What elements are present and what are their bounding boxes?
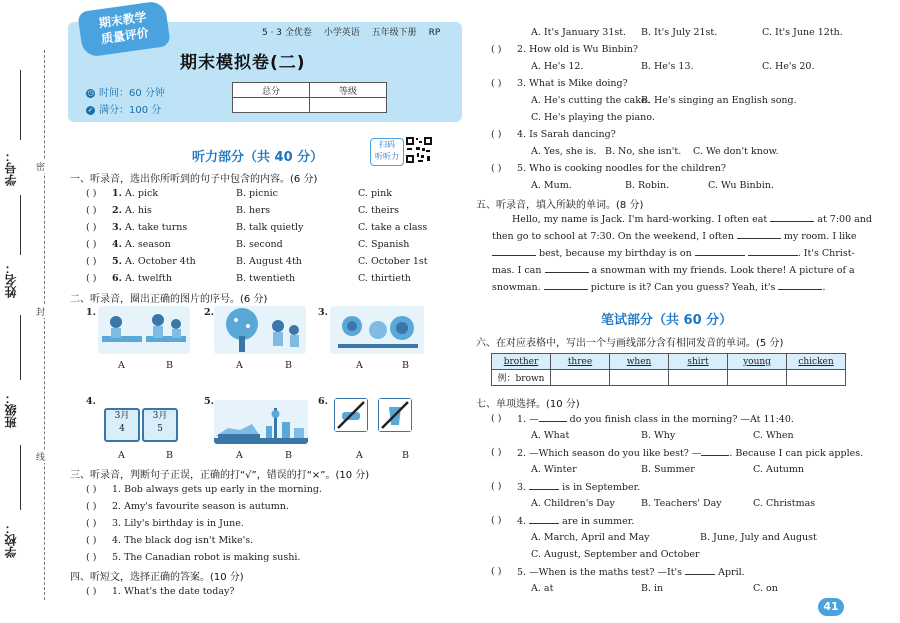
table-header: brother — [503, 356, 539, 367]
option-a[interactable]: A. It's January 31st. — [531, 27, 627, 38]
question: 2. How old is Wu Binbin? — [517, 44, 639, 55]
answer-blank[interactable]: ( ) — [86, 535, 97, 546]
grade-cell[interactable] — [310, 98, 387, 113]
calendar-month: 3月 — [152, 411, 168, 421]
score-table — [232, 82, 387, 113]
answer-blank[interactable]: ( ) — [491, 78, 502, 89]
answer-blank[interactable]: ( ) — [86, 501, 97, 512]
answer-blank[interactable]: ( ) — [491, 566, 502, 577]
option-b[interactable]: B. Summer — [641, 464, 695, 475]
answer-blank[interactable]: ( ) — [491, 447, 502, 458]
option-c[interactable]: C. Wu Binbin. — [708, 180, 774, 191]
phonics-table — [491, 353, 846, 386]
fill-blank[interactable] — [748, 247, 798, 256]
question — [517, 413, 794, 425]
answer-blank[interactable]: ( ) — [86, 518, 97, 529]
question-text: 5. —When is the maths test? —It's — [517, 567, 683, 578]
option-b[interactable]: B. He's singing an English song. — [641, 95, 797, 106]
option-b[interactable]: B. in — [641, 583, 664, 594]
answer-cell[interactable] — [610, 370, 669, 386]
exam-title: 期末模拟卷(二) — [180, 53, 306, 73]
series-info — [262, 25, 449, 38]
fill-blank[interactable] — [529, 515, 559, 524]
option-c[interactable]: C. Christmas — [753, 498, 816, 509]
question-text: 4. — [517, 516, 527, 527]
seal-line — [44, 50, 45, 600]
fill-blank[interactable] — [685, 566, 715, 575]
option-b[interactable]: B. twentieth — [236, 273, 296, 284]
question-number: 5. — [112, 256, 122, 267]
answer-blank[interactable]: ( ) — [86, 222, 97, 233]
option-a[interactable]: A. season — [125, 239, 171, 250]
brand-badge-line: 质量评价 — [100, 25, 150, 47]
student-id-label: 学号： — [4, 150, 18, 186]
student-id-field[interactable] — [20, 70, 21, 140]
seal-mark: 密 — [36, 160, 45, 173]
answer-cell[interactable] — [787, 370, 846, 386]
option-a[interactable]: A. What — [531, 430, 570, 441]
choice-a[interactable]: A — [236, 450, 243, 461]
section-6-title: 六、在对应表格中，写出一个与画线部分含有相同发音的单词。(5 分) — [476, 338, 784, 349]
fill-blank[interactable] — [695, 247, 745, 256]
option-c[interactable]: C. thirtieth — [358, 273, 411, 284]
section-3-title: 三、听录音，判断句子正误，正确的打“√”，错误的打“×”。(10 分) — [70, 470, 370, 481]
listening-title: 听力部分（共 40 分） — [192, 150, 324, 165]
page-number: 41 — [818, 598, 844, 616]
choice-a[interactable]: A — [118, 450, 125, 461]
passage-text: my room. I like — [783, 231, 857, 242]
calendar-day: 4 — [119, 424, 125, 434]
choice-a[interactable]: A — [236, 360, 243, 371]
choice-b[interactable]: B — [285, 450, 292, 461]
option-c[interactable]: C. It's June 12th. — [762, 27, 843, 38]
statement: 2. Amy's favourite season is autumn. — [112, 501, 289, 512]
option-a[interactable]: A. Children's Day — [531, 498, 615, 509]
choice-b[interactable]: B — [402, 360, 409, 371]
option-c[interactable]: C. take a class — [358, 222, 428, 233]
series-name: 5 · 3 全优卷 — [262, 28, 312, 38]
question-text: . Because I can pick apples. — [729, 448, 864, 459]
statement: 4. The black dog isn't Mike's. — [112, 535, 254, 546]
choice-b[interactable]: B — [166, 360, 173, 371]
qr-code-icon[interactable] — [405, 136, 433, 164]
students-in-classroom-picture[interactable] — [98, 306, 190, 354]
answer-blank[interactable]: ( ) — [86, 239, 97, 250]
class-label: 班级： — [4, 392, 18, 428]
passage-text: a snowman with my friends. Look there! A picture of a — [591, 265, 855, 276]
option-b[interactable]: B. He's 13. — [641, 61, 694, 72]
option-c[interactable]: C. He's playing the piano. — [531, 112, 655, 123]
question-number: 2. — [112, 205, 122, 216]
choice-a[interactable]: A — [356, 360, 363, 371]
passage-line — [492, 211, 872, 228]
question-text: 2. —Which season do you like best? — — [517, 448, 702, 459]
section-1-title: 一、听录音，选出你所听到的句子中包含的内容。(6 分) — [70, 174, 318, 185]
picture-number: 6. — [318, 396, 328, 407]
statement: 1. Bob always gets up early in the morning. — [112, 484, 322, 495]
fill-blank[interactable] — [492, 247, 536, 256]
scan-label-line: 听听力 — [375, 152, 399, 161]
no-drinking-sign-icon[interactable] — [378, 398, 412, 432]
answer-blank[interactable]: ( ) — [491, 44, 502, 55]
fill-blank[interactable] — [545, 264, 589, 273]
grade: 五年级下册 — [371, 28, 417, 38]
option-b[interactable]: B. second — [236, 239, 283, 250]
people-talking-picture[interactable] — [330, 306, 424, 354]
edition: RP — [428, 28, 441, 38]
grade-header: 等级 — [310, 83, 387, 98]
table-header: shirt — [687, 356, 709, 367]
answer-cell[interactable] — [669, 370, 728, 386]
calendar-month: 3月 — [114, 411, 130, 421]
example-cell: 例：brown — [492, 370, 551, 386]
question-number: 3. — [112, 222, 122, 233]
option-a[interactable]: A. October 4th — [125, 256, 196, 267]
option-c[interactable]: C. August, September and October — [531, 549, 700, 560]
answer-cell[interactable] — [551, 370, 610, 386]
passage-text: then go to school at 7:30. On the weekend, I often — [492, 231, 734, 242]
choice-a[interactable]: A — [356, 450, 363, 461]
check-icon: ✓ — [87, 105, 94, 114]
table-header: young — [743, 356, 771, 367]
picture-number: 2. — [204, 307, 214, 318]
fill-blank[interactable] — [778, 281, 822, 290]
answer-blank[interactable]: ( ) — [491, 163, 502, 174]
option-a[interactable]: A. take turns — [125, 222, 188, 233]
question-number: 1. — [112, 188, 122, 199]
answer-blank[interactable]: ( ) — [491, 481, 502, 492]
option-a[interactable]: A. Yes, she is. — [531, 146, 597, 157]
no-eating-sign-icon[interactable] — [334, 398, 368, 432]
option-a[interactable]: A. He's 12. — [531, 61, 584, 72]
choice-a[interactable]: A — [118, 360, 125, 371]
option-a[interactable]: A. March, April and May — [531, 532, 650, 543]
answer-blank[interactable]: ( ) — [86, 256, 97, 267]
question-text: 1. — — [517, 414, 539, 425]
option-b[interactable]: B. picnic — [236, 188, 278, 199]
option-a[interactable]: A. at — [531, 583, 554, 594]
question-text: 3. — [517, 482, 527, 493]
option-c[interactable]: C. theirs — [358, 205, 399, 216]
fill-blank[interactable] — [539, 413, 567, 422]
option-b[interactable]: B. Robin. — [625, 180, 670, 191]
seal-mark: 封 — [36, 305, 45, 318]
option-a[interactable]: A. Mum. — [531, 180, 572, 191]
section-4-title: 四、听短文，选择正确的答案。(10 分) — [70, 572, 244, 583]
answer-blank[interactable]: ( ) — [86, 552, 97, 563]
calendar-march-4[interactable] — [104, 408, 140, 442]
section-5-title: 五、听录音，填入所缺的单词。(8 分) — [476, 200, 644, 211]
clock-icon: ◷ — [87, 88, 94, 97]
time-info — [86, 84, 165, 99]
passage-line — [492, 262, 855, 279]
option-b[interactable]: B. Teachers' Day — [641, 498, 722, 509]
option-b[interactable]: B. hers — [236, 205, 271, 216]
choice-b[interactable]: B — [166, 450, 173, 461]
question: 4. Is Sarah dancing? — [517, 129, 616, 140]
statement: 3. Lily's birthday is in June. — [112, 518, 244, 529]
writing-title: 笔试部分（共 60 分） — [601, 313, 733, 328]
table-header: three — [567, 356, 593, 367]
question — [517, 481, 640, 493]
scan-label — [370, 138, 404, 166]
option-b[interactable]: B. June, July and August — [700, 532, 817, 543]
option-b[interactable]: B. No, she isn't. — [605, 146, 682, 157]
option-a[interactable]: A. his — [125, 205, 152, 216]
subject: 小学英语 — [323, 28, 360, 38]
answer-blank[interactable]: ( ) — [86, 188, 97, 199]
choice-b[interactable]: B — [402, 450, 409, 461]
option-c[interactable]: C. October 1st — [358, 256, 428, 267]
time-text: 时间：60 分钟 — [99, 88, 165, 99]
option-a[interactable]: A. pick — [125, 188, 159, 199]
section-7-title: 七、单项选择。(10 分) — [476, 399, 580, 410]
option-b[interactable]: B. August 4th — [236, 256, 302, 267]
score-info — [86, 101, 161, 116]
answer-blank[interactable]: ( ) — [491, 413, 502, 424]
fill-blank[interactable] — [737, 230, 781, 239]
question: 3. What is Mike doing? — [517, 78, 628, 89]
option-b[interactable]: B. It's July 21st. — [641, 27, 718, 38]
question-text: is in September. — [562, 482, 641, 493]
answer-cell[interactable] — [728, 370, 787, 386]
answer-blank[interactable]: ( ) — [491, 129, 502, 140]
scan-label-line: 扫码 — [379, 140, 395, 149]
option-c[interactable]: C. Spanish — [358, 239, 410, 250]
option-a[interactable]: A. Winter — [531, 464, 577, 475]
answer-blank[interactable]: ( ) — [86, 273, 97, 284]
school-field[interactable] — [20, 445, 21, 510]
option-c[interactable]: C. He's 20. — [762, 61, 815, 72]
brand-badge-line: 期末教学 — [97, 9, 148, 31]
calendar-march-5[interactable] — [142, 408, 178, 442]
passage-line — [492, 245, 855, 262]
picture-number: 4. — [86, 396, 96, 407]
fill-blank[interactable] — [544, 281, 588, 290]
question — [517, 447, 863, 459]
name-label: 姓名： — [4, 262, 18, 298]
answer-blank[interactable]: ( ) — [86, 205, 97, 216]
answer-blank[interactable]: ( ) — [86, 484, 97, 495]
fill-blank[interactable] — [770, 213, 814, 222]
option-b[interactable]: B. Why — [641, 430, 676, 441]
passage-text: . It's Christ- — [797, 248, 855, 259]
total-score-cell[interactable] — [233, 98, 310, 113]
passage-line — [492, 279, 842, 296]
passage-line — [492, 228, 857, 245]
option-a[interactable]: A. He's cutting the cake. — [531, 95, 650, 106]
passage-text: best, because my birthday is on — [539, 248, 692, 259]
full-score-text: 满分：100 分 — [99, 105, 162, 116]
option-c[interactable]: C. on — [753, 583, 778, 594]
answer-blank[interactable]: ( ) — [491, 515, 502, 526]
fill-blank[interactable] — [701, 447, 729, 456]
cloze-passage — [492, 211, 872, 296]
question: 5. Who is cooking noodles for the children? — [517, 163, 726, 174]
passage-text: snowman. — [492, 282, 541, 293]
class-field[interactable] — [20, 315, 21, 380]
question-number: 4. — [112, 239, 122, 250]
answer-blank[interactable]: ( ) — [86, 586, 97, 597]
city-landmarks-picture[interactable] — [214, 400, 308, 444]
question: 1. What's the date today? — [112, 586, 235, 597]
choice-b[interactable]: B — [285, 360, 292, 371]
passage-text: . — [822, 282, 826, 293]
name-field[interactable] — [20, 195, 21, 255]
passage-text: mas. I can — [492, 265, 542, 276]
option-a[interactable]: A. twelfth — [125, 273, 172, 284]
passage-text: at 7:00 and — [817, 214, 872, 225]
table-header: when — [626, 356, 652, 367]
question-text: do you finish class in the morning? —At 11:40. — [569, 414, 794, 425]
question — [517, 515, 634, 527]
picture-number: 1. — [86, 307, 96, 318]
question-number: 6. — [112, 273, 122, 284]
picture-number: 3. — [318, 307, 328, 318]
passage-text: Hello, my name is Jack. I'm hard-working. I often eat — [512, 214, 768, 225]
school-label: 学校： — [4, 522, 18, 558]
children-picking-apples-picture[interactable] — [214, 306, 306, 354]
passage-text: picture is it? Can you guess? Yeah, it's — [590, 282, 776, 293]
section-2-title: 二、听录音，圈出正确的图片的序号。(6 分) — [70, 294, 268, 305]
picture-number: 5. — [204, 396, 214, 407]
question-text: are in summer. — [562, 516, 635, 527]
calendar-day: 5 — [157, 424, 163, 434]
option-c[interactable]: C. We don't know. — [693, 146, 779, 157]
option-c[interactable]: C. When — [753, 430, 794, 441]
question-text: April. — [718, 567, 745, 578]
question — [517, 566, 745, 578]
total-score-header: 总分 — [233, 83, 310, 98]
option-b[interactable]: B. talk quietly — [236, 222, 304, 233]
fill-blank[interactable] — [529, 481, 559, 490]
table-header: chicken — [798, 356, 834, 367]
seal-mark: 线 — [36, 450, 45, 463]
option-c[interactable]: C. Autumn — [753, 464, 805, 475]
statement: 5. The Canadian robot is making sushi. — [112, 552, 301, 563]
option-c[interactable]: C. pink — [358, 188, 392, 199]
